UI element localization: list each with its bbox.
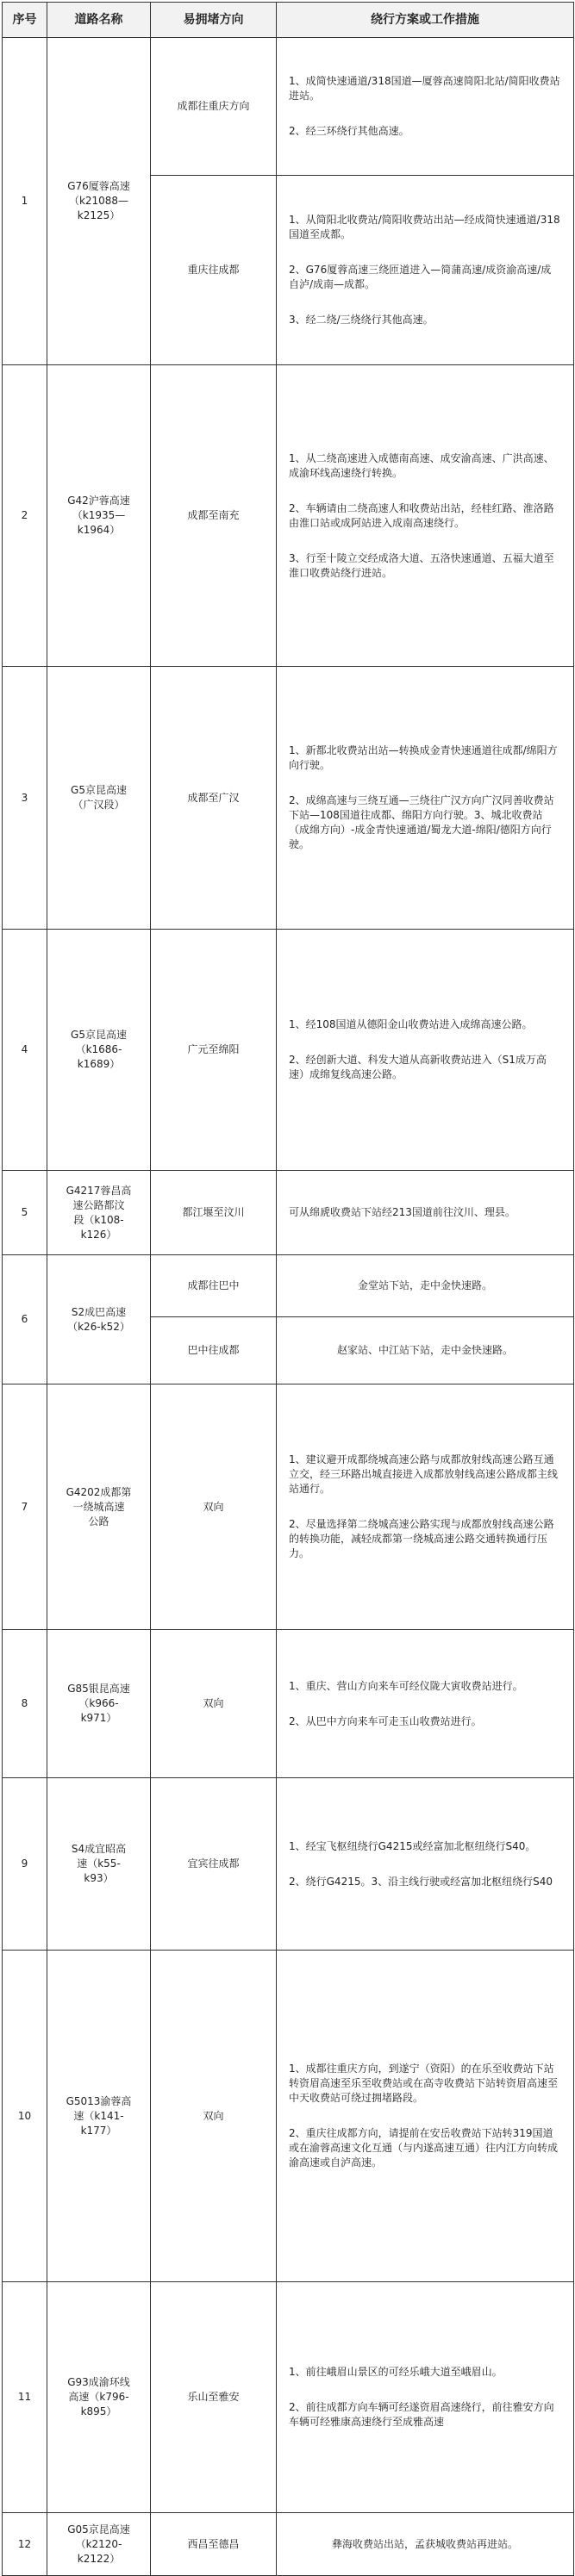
header-measures: 绕行方案或工作措施 — [277, 3, 574, 38]
measure-item: 2、绕行G4215。3、沿主线行驶或经富加北枢纽绕行S40 — [289, 1875, 553, 1888]
detour-table — [2, 2, 573, 2576]
road-name-line: 公路 — [88, 1515, 109, 1528]
measure-item: 1、建议避开成都绕城高速公路与成都放射线高速公路互通立交，经三环路出城直接进入成都放射线高速公路成都主线站通行。 — [289, 1453, 559, 1495]
table — [2, 2, 574, 2576]
road-name-line: （k1935— — [72, 509, 126, 521]
measure-item: 2、成绵高速与三绕互通—三绕往广汉方向广汉同善收费站下站—108国道往成都、绵阳方向行驶。3、城北收费站（成绵方向）-成金青快速通道/蜀龙大道-绵阳/德阳方向行驶。 — [289, 794, 554, 850]
road-name-line: （k2120- — [75, 2537, 122, 2550]
road-name — [47, 1630, 151, 1778]
measure-item: 金堂站下站，走中金快速路。 — [357, 1279, 492, 1291]
header-no: 序号 — [3, 3, 47, 38]
road-name-line: G42沪蓉高速 — [67, 495, 130, 507]
detour-measures — [277, 2513, 574, 2576]
detour-measures — [277, 38, 574, 176]
detour-measures — [277, 1255, 574, 1317]
row-number: 8 — [3, 1630, 47, 1778]
congestion-direction: 宜宾往成都 — [151, 1778, 277, 1951]
row-number: 7 — [3, 1384, 47, 1630]
measure-item: 3、行至十陵立交经成洛大道、五洛快速通道、五福大道至淮口收费站绕行进站。 — [289, 551, 554, 579]
detour-measures — [277, 1778, 574, 1951]
row-number: 5 — [3, 1171, 47, 1255]
detour-measures — [277, 1384, 574, 1630]
measure-item: 2、车辆请由二绕高速人和收费站出站，经桂红路、淮洛路由淮口站或成阿站进入成南高速绕行。 — [289, 501, 554, 529]
road-name-line: G4202成都第 — [66, 1485, 132, 1498]
road-name-line: k895） — [80, 2405, 117, 2417]
table-row — [3, 38, 574, 176]
road-name-line: 速公路都汶 — [72, 1198, 125, 1211]
row-number: 9 — [3, 1778, 47, 1951]
road-name — [47, 667, 151, 930]
road-name-line: k1689） — [77, 1058, 121, 1070]
road-name-line: G93成渝环线 — [67, 2376, 130, 2388]
road-name-line: k2122） — [77, 2552, 121, 2565]
measure-item: 2、经创新大道、科发大道从高新收费站进入（S1成万高速）成绵复线高速公路。 — [289, 1054, 547, 1080]
road-name-line: 高速（k796- — [68, 2391, 129, 2403]
measure-item: 2、经三环绕行其他高速。 — [289, 125, 409, 137]
road-name — [47, 2282, 151, 2513]
measure-item: 1、成简快速通道/318国道—厦蓉高速简阳北站/简阳收费站进站。 — [289, 75, 560, 102]
row-number: 2 — [3, 365, 47, 667]
road-name — [47, 365, 151, 667]
detour-measures — [277, 667, 574, 930]
table-row — [3, 667, 574, 930]
road-name-line: （广汉段） — [72, 799, 125, 811]
road-name-line: 一绕城高速 — [72, 1500, 125, 1513]
row-number: 1 — [3, 38, 47, 365]
road-name-line: （k966- — [78, 1697, 119, 1709]
road-name — [47, 2513, 151, 2576]
table-row — [3, 1171, 574, 1255]
road-name-line: k126） — [80, 1228, 117, 1241]
measure-item: 1、新都北收费站出站—转换成金青快速通道往成都/绵阳方向行驶。 — [289, 744, 558, 771]
measure-item: 可从绵虒收费站下站经213国道前往汶川、理县。 — [289, 1206, 516, 1218]
detour-measures — [277, 1951, 574, 2282]
road-name — [47, 1171, 151, 1255]
road-name-line: （k21088— — [68, 195, 129, 207]
road-name-line: G76厦蓉高速 — [67, 180, 130, 192]
road-name-line: G85银昆高速 — [67, 1683, 130, 1695]
row-number: 11 — [3, 2282, 47, 2513]
road-name-line: k971） — [80, 1712, 117, 1724]
measure-item: 2、G76厦蓉高速三绕匝道进入—简蒲高速/成资渝高速/成自泸/成南—成都。 — [289, 264, 552, 290]
measure-item: 1、经108国道从德阳金山收费站进入成绵高速公路。 — [289, 1018, 533, 1030]
row-number: 10 — [3, 1951, 47, 2282]
road-name-line: k93） — [84, 1872, 114, 1884]
measure-item: 2、重庆往成都方向，请提前在安岳收费站下站转319国道或在渝蓉高速文化互通（与内遂高速互通）往内江方向转成渝高速或自泸高速。 — [289, 2127, 559, 2168]
congestion-direction: 广元至绵阳 — [151, 930, 277, 1171]
measure-item: 赵家站、中江站下站，走中金快速路。 — [336, 1344, 513, 1356]
congestion-direction: 成都至广汉 — [151, 667, 277, 930]
road-name-line: 段（k108- — [73, 1213, 124, 1226]
measure-item: 2、尽量选择第二绕城高速公路实现与成都放射线高速公路的转换功能，减轻成都第一绕城高速公路交通转换通行压力。 — [289, 1518, 554, 1559]
road-name-line: k1964） — [77, 524, 121, 536]
road-name — [47, 1384, 151, 1630]
congestion-direction: 都江堰至汶川 — [151, 1171, 277, 1255]
measure-item: 1、从简阳北收费站/简阳收费站出站—经成简快速通道/318国道至成都。 — [289, 214, 560, 240]
detour-measures — [277, 1171, 574, 1255]
header-direction: 易拥堵方向 — [151, 3, 277, 38]
measure-item: 3、经二绕/三绕绕行其他高速。 — [289, 314, 434, 326]
road-name — [47, 1255, 151, 1384]
detour-measures — [277, 2282, 574, 2513]
road-name-line: 速（k141- — [73, 2109, 124, 2122]
measure-item: 彝海收费站出站，孟获城收费站再进站。 — [331, 2537, 518, 2550]
road-name-line: 速（k55- — [77, 1857, 121, 1870]
detour-measures — [277, 930, 574, 1171]
road-name-line: G5京昆高速 — [71, 784, 127, 796]
congestion-direction: 巴中往成都 — [151, 1317, 277, 1384]
table-row — [3, 1255, 574, 1317]
row-number: 12 — [3, 2513, 47, 2576]
table-row — [3, 930, 574, 1171]
road-name-line: k177） — [80, 2124, 117, 2137]
road-name-line: G05京昆高速 — [67, 2523, 130, 2536]
row-number: 6 — [3, 1255, 47, 1384]
measure-item: 1、重庆、营山方向来车可经仪陇大寅收费站进行。 — [289, 1679, 523, 1692]
row-number: 4 — [3, 930, 47, 1171]
measure-item: 1、经宝飞枢纽绕行G4215或经富加北枢纽绕行S40。 — [289, 1839, 536, 1852]
detour-measures — [277, 1630, 574, 1778]
congestion-direction: 乐山至雅安 — [151, 2282, 277, 2513]
detour-measures — [277, 176, 574, 365]
table-row — [3, 1778, 574, 1951]
detour-measures — [277, 365, 574, 667]
header-road: 道路名称 — [47, 3, 151, 38]
road-name-line: （k26-k52） — [67, 1320, 130, 1333]
detour-measures — [277, 1317, 574, 1384]
congestion-direction: 双向 — [151, 1951, 277, 2282]
road-name-line: （k1686- — [75, 1043, 122, 1055]
table-body — [3, 38, 574, 2576]
road-name-line: S4成宜昭高 — [71, 1843, 127, 1855]
congestion-direction: 双向 — [151, 1384, 277, 1630]
table-header-row — [3, 3, 574, 38]
road-name-line: G5京昆高速 — [71, 1029, 127, 1041]
measure-item: 2、从巴中方向来车可走玉山收费站进行。 — [289, 1714, 482, 1727]
congestion-direction: 成都至南充 — [151, 365, 277, 667]
congestion-direction: 重庆往成都 — [151, 176, 277, 365]
table-row — [3, 1630, 574, 1778]
road-name-line: S2成巴高速 — [71, 1305, 127, 1318]
road-name-line: k2125） — [77, 209, 121, 221]
road-name — [47, 1951, 151, 2282]
table-row — [3, 1384, 574, 1630]
congestion-direction: 西昌至德昌 — [151, 2513, 277, 2576]
table-row — [3, 2513, 574, 2576]
table-row — [3, 1951, 574, 2282]
measure-item: 1、从二绕高速进入成德南高速、成安渝高速、广洪高速、成渝环线高速绕行转换。 — [289, 451, 554, 479]
road-name — [47, 1778, 151, 1951]
road-name-line: G5013渝蓉高 — [66, 2094, 132, 2107]
road-name — [47, 930, 151, 1171]
row-number: 3 — [3, 667, 47, 930]
road-name — [47, 38, 151, 365]
table-row — [3, 365, 574, 667]
measure-item: 2、前往成都方向车辆可经遂资眉高速绕行，前往雅安方向车辆可经雅康高速绕行至成雅高速 — [289, 2401, 554, 2428]
measure-item: 1、前往峨眉山景区的可经乐峨大道至峨眉山。 — [289, 2366, 503, 2378]
congestion-direction: 成都往巴中 — [151, 1255, 277, 1317]
road-name-line: G4217蓉昌高 — [66, 1184, 132, 1197]
table-row — [3, 2282, 574, 2513]
congestion-direction: 成都往重庆方向 — [151, 38, 277, 176]
measure-item: 1、成都往重庆方向，到遂宁（资阳）的在乐至收费站下站转资眉高速至乐至收费站或在高寺收费站下站转资眉高速至中天收费站可绕过拥堵路段。 — [289, 2063, 559, 2104]
congestion-direction: 双向 — [151, 1630, 277, 1778]
